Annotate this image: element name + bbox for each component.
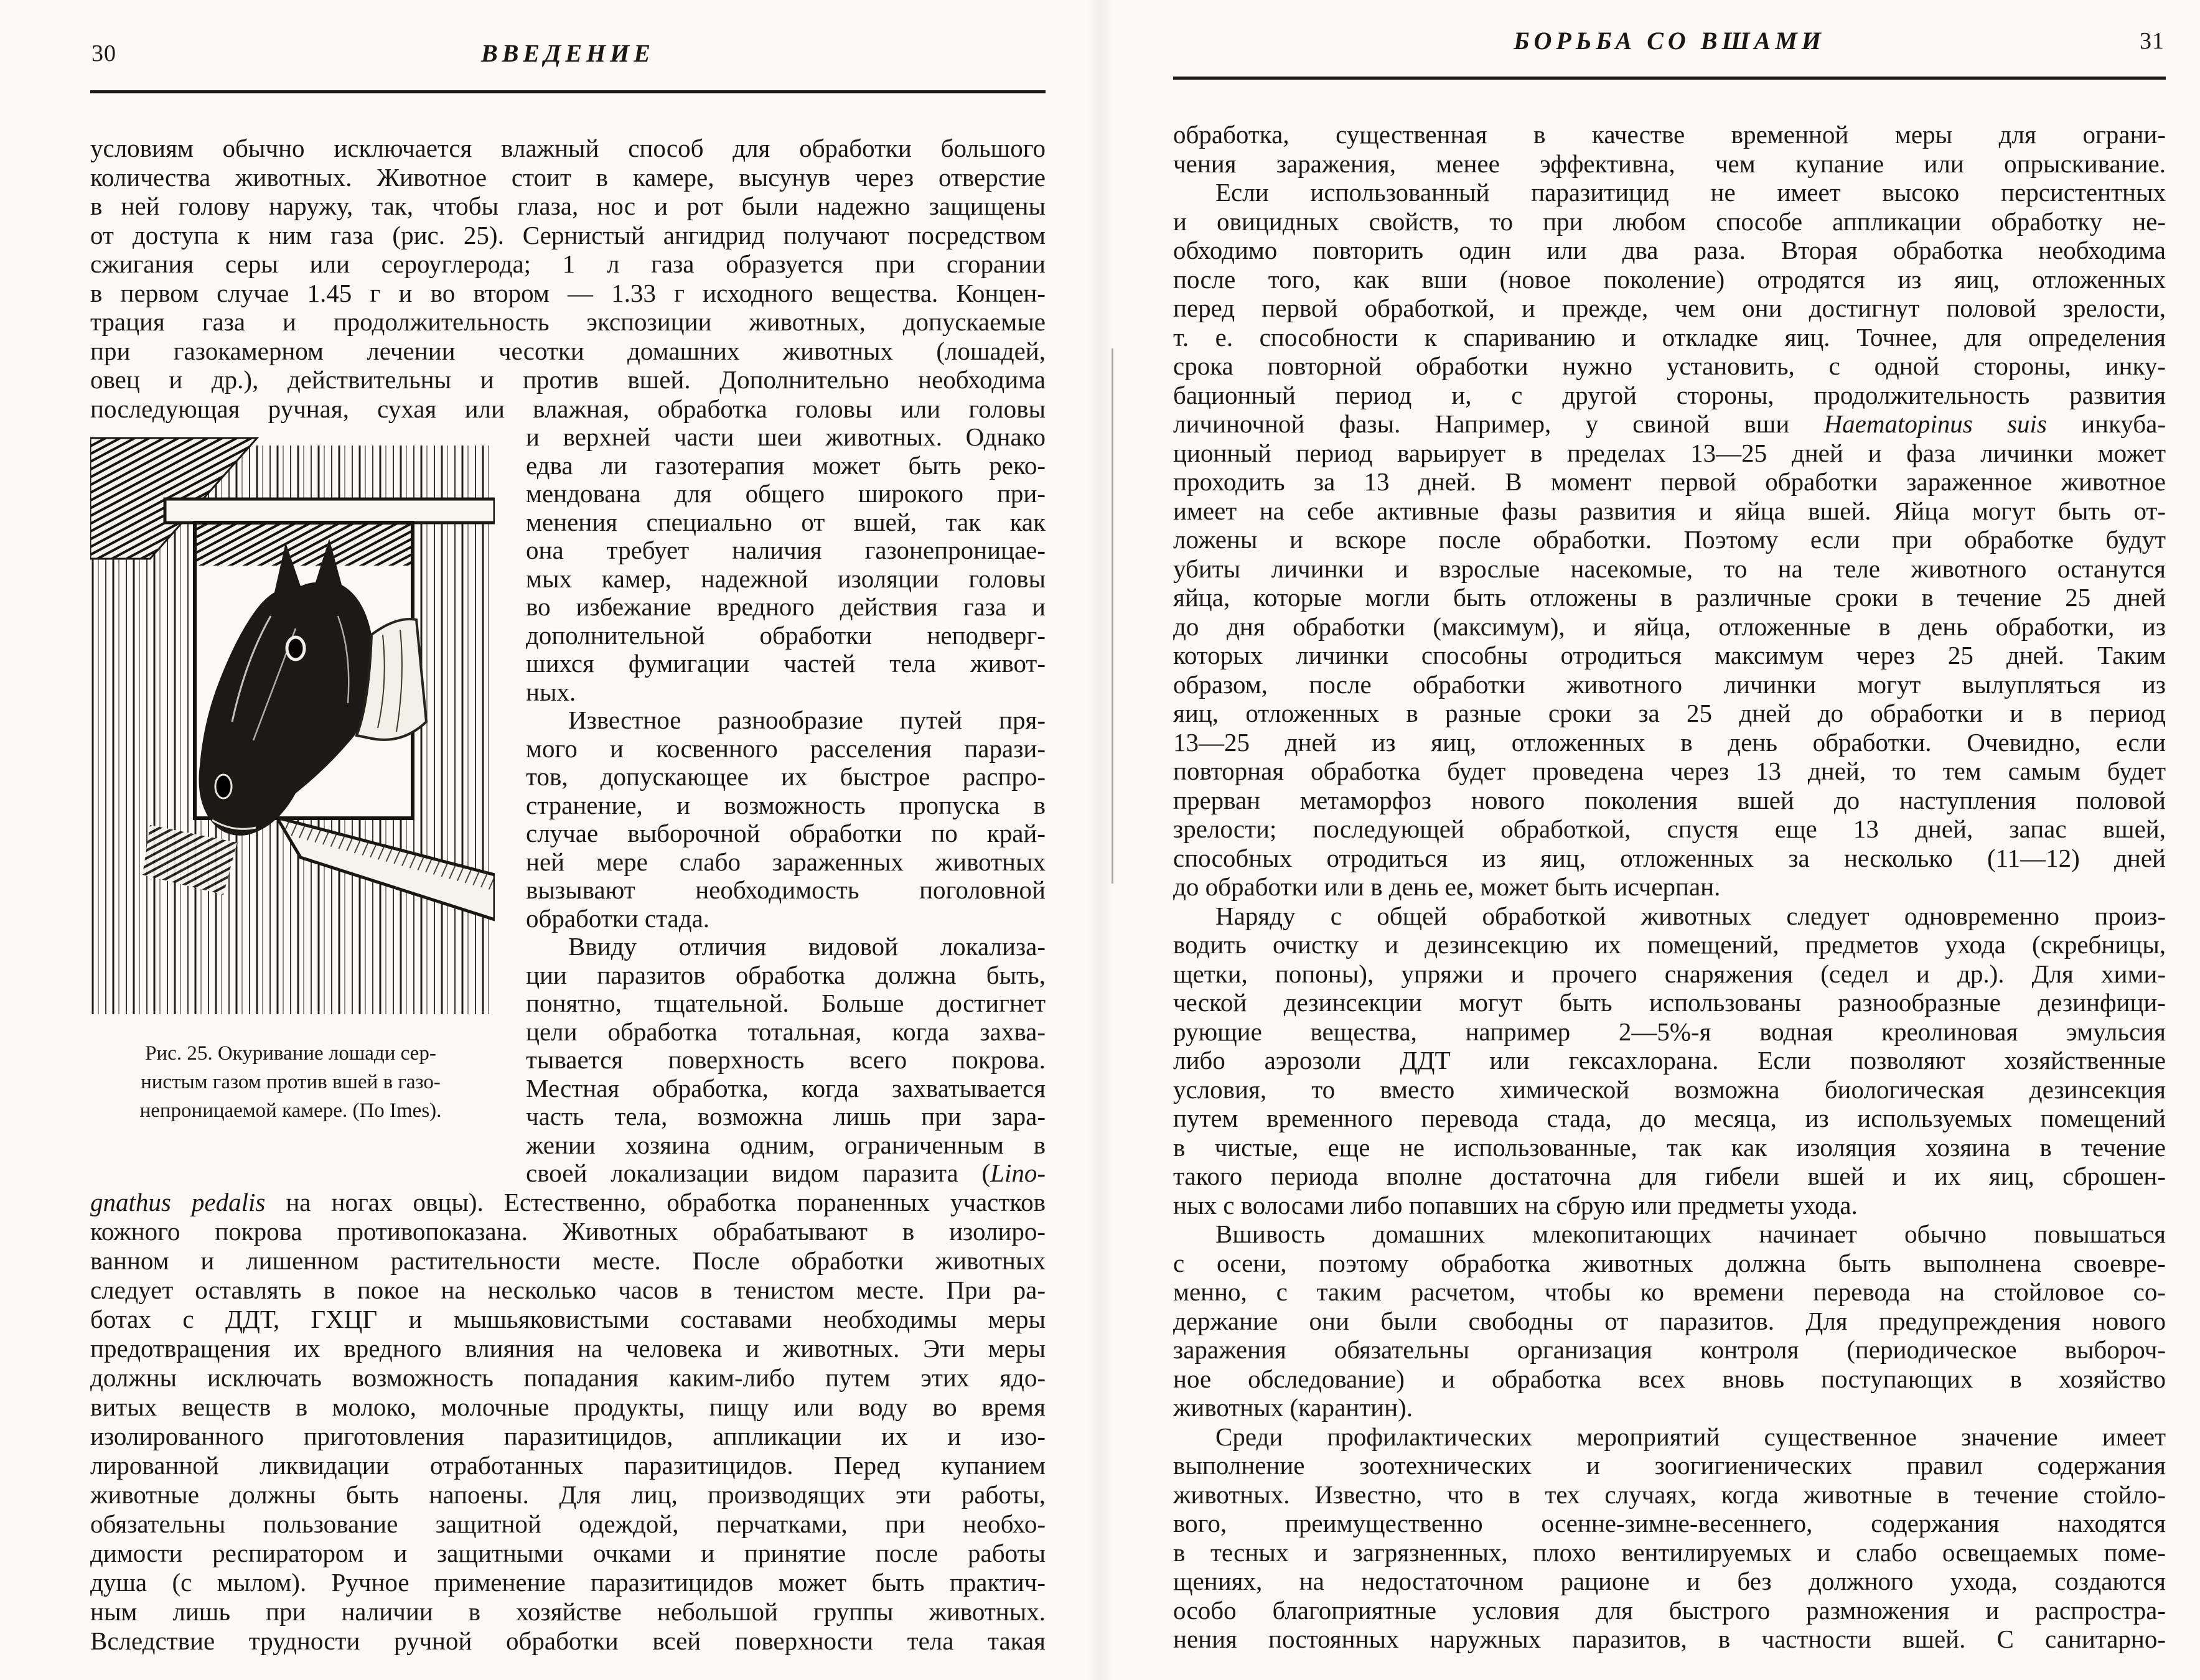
text-line: до дня обработки (максимум), и яйца, отложенные в день обработки, из [1173, 612, 2166, 641]
text-line [1173, 409, 2166, 439]
figure-25-block [90, 423, 526, 1188]
text-line: цели обработка тотальная, когда захва- [526, 1017, 1046, 1046]
text-line: условия, то вместо химической возможна биологическая дезинсекция [1173, 1075, 2166, 1104]
text-line: ботах с ДДТ, ГХЦГ и мышьяковистыми составами необходимы меры [90, 1305, 1046, 1333]
text-line: трация газа и продолжительность экспозиции животных, допускаемые [90, 307, 1046, 336]
text-line: димости респиратором и защитными очками и принятие после работы [90, 1539, 1046, 1567]
text-line: во избежание вредного действия газа и [526, 593, 1046, 621]
text-line: менно, с таким расчетом, чтобы ко времени перевода на стойловое со- [1173, 1277, 2166, 1306]
text-line: шихся фумигации частей тела живот- [526, 650, 1046, 678]
text-line: при газокамерном лечении чесотки домашних животных (лошадей, [90, 336, 1046, 365]
figure-25-engraving [90, 429, 495, 1014]
text-line: предотвращения их вредного влияния на человека и животных. Эти меры [90, 1334, 1046, 1363]
text-line: ных. [526, 678, 576, 706]
text-line: дополнительной обработки неподверг- [526, 621, 1046, 650]
text-line: едва ли газотерапия может быть реко- [526, 451, 1046, 480]
text-line: мых камер, надежной изоляции головы [526, 564, 1046, 593]
caption-line: непроницаемой камере. (По Imes). [139, 1099, 442, 1122]
text-line: тов, допускающее их быстрое распро- [526, 763, 1046, 791]
text-line: путем временного перевода стада, до месяца, из используемых помещений [1173, 1104, 2166, 1132]
right-body [1173, 120, 2166, 1654]
text-line: обработки стада. [526, 904, 710, 933]
running-head-left: ВВЕДЕНИЕ [481, 39, 655, 67]
text-line: такого периода вполне достаточна для гибели вшей и их яиц, сброшен- [1173, 1162, 2166, 1190]
text-line: Если использованный паразитицид не имеет высоко персистентных [1215, 178, 2166, 207]
book-gutter-line [1112, 348, 1113, 884]
text-line: овец и др.), действительны и против вшей. Дополнительно необходима [90, 365, 1046, 394]
text-line: щетки, попоны), упряжи и прочего снаряжения (седел и др.). Для хими- [1173, 959, 2166, 988]
figure-25-caption [98, 1039, 484, 1125]
text-line: ционный период варьирует в пределах 13—25 дней и фаза личинки может [1173, 438, 2166, 467]
text-line: в чистые, еще не использованные, так как изоляция хозяина в течение [1173, 1132, 2166, 1162]
text-line: 13—25 дней из яиц, отложенных в день обработки. Очевидно, если [1173, 727, 2166, 757]
text-line: способных отродиться из яиц, отложенных за несколько (11—12) дней [1173, 843, 2166, 872]
text-line: случае выборочной обработки по край- [526, 819, 1046, 847]
page-number-right: 31 [2140, 28, 2165, 54]
text-line: количества животных. Животное стоит в камере, высунув через отверстие [90, 162, 1046, 192]
text-line: ложены и вскоре после обработки. Поэтому если при обработке будут [1173, 525, 2166, 554]
text-line: имеет на себе активные фазы развития и яйца вшей. Яйца могут быть от- [1173, 496, 2166, 525]
text-line: условиям обычно исключается влажный способ для обработки большого [90, 134, 1046, 162]
text-line: проходить за 13 дней. В момент первой обработки зараженное животное [1173, 467, 2166, 496]
text-line: и овицидных свойств, то при любом способе аппликации обработку не- [1173, 207, 2166, 236]
text-line: до обработки или в день ее, может быть исчерпан. [1173, 872, 1721, 901]
text-line: вого, преимущественно осенне-зимне-весеннего, содержания находятся [1173, 1509, 2166, 1538]
text-line: либо аэрозоли ДДТ или гексахлорана. Если позволяют хозяйственные [1173, 1046, 2166, 1075]
text-line: животные должны быть напоены. Для лиц, производящих эти работы, [90, 1480, 1046, 1509]
text-line: с осени, поэтому обработка животных должна быть выполнена своевре- [1173, 1248, 2166, 1277]
text-line: ное обследование) и обработка всех вновь поступающих в хозяйство [1173, 1364, 2166, 1393]
text-line: повторная обработка будет проведена через 13 дней, то тем самым будет [1173, 757, 2166, 785]
text-line: обязательны пользование защитной одеждой, перчатками, при необхо- [90, 1510, 1046, 1538]
text-line: рующие вещества, например 2—5%-я водная креолиновая эмульсия [1173, 1017, 2166, 1046]
text-line: ческой дезинсекции могут быть использованы разнообразные дезинфици- [1173, 988, 2166, 1017]
text-line: яиц, отложенных в разные сроки за 25 дней до обработки и в период [1173, 699, 2166, 727]
text-line: душа (с мылом). Ручное применение паразитицидов может быть практич- [90, 1568, 1046, 1597]
caption-line: нистым газом против вшей в газо- [141, 1071, 441, 1093]
text-line: яйца, которые могли быть отложены в различные сроки в течение 25 дней [1173, 583, 2166, 612]
text-line: последующая ручная, сухая или влажная, обработка головы или головы [90, 394, 1046, 423]
text-line: Среди профилактических мероприятий существенное значение имеет [1215, 1422, 2166, 1451]
text-segment: инкуба- [2046, 409, 2166, 438]
text-line: ции паразитов обработка должна быть, [526, 961, 1046, 989]
text-line: убиты личинки и взрослые насекомые, то на теле животного останутся [1173, 554, 2166, 583]
text-line: которых личинки способны отродиться максимум через 25 дней. Таким [1173, 641, 2166, 670]
text-line: выполнение зоотехнических и зоогигиенических правил содержания [1173, 1451, 2166, 1480]
text-line: должны исключать возможность попадания каким-либо путем этих ядо- [90, 1363, 1046, 1392]
text-line: Ввиду отличия видовой локализа- [568, 933, 1046, 961]
text-line: после того, как вши (новое поколение) отродятся из яиц, отложенных [1173, 264, 2166, 294]
text-line: особо благоприятные условия для быстрого размножения и распростра- [1173, 1595, 2166, 1625]
text-line: зрелости; последующей обработкой, спустя еще 13 дней, запас вшей, [1173, 814, 2166, 843]
page-31-header [1173, 25, 2166, 57]
text-line: она требует наличия газонепроницае- [526, 536, 1046, 564]
text-line: Известное разнообразие путей пря- [568, 706, 1046, 734]
species-name-italic: gnathus pedalis [90, 1188, 266, 1216]
text-line: в ней голову наружу, так, чтобы глаза, нос и рот были надежно защищены [90, 192, 1046, 220]
text-line: сжигания серы или сероуглерода; 1 л газа образуется при сгорании [90, 250, 1046, 278]
text-line: от доступа к ним газа (рис. 25). Сернистый ангидрид получают посредством [90, 220, 1046, 250]
text-line: обходимо повторить один или два раза. Вторая обработка необходима [1173, 236, 2166, 264]
text-line: изолированного приготовления паразитицидов, аппликации их и изо- [90, 1422, 1046, 1450]
text-line: в тесных и загрязненных, плохо вентилируемых и слабо освещаемых поме- [1173, 1538, 2166, 1567]
text-line: ванном и лишенном растительности месте. После обработки животных [90, 1246, 1046, 1275]
text-line: вызывают необходимость поголовной [526, 876, 1046, 904]
text-line: мендована для общего широкого при- [526, 480, 1046, 508]
text-line: животных. Известно, что в тех случаях, когда животные в течение стойло- [1173, 1480, 2166, 1509]
text-line: Вследствие трудности ручной обработки всей поверхности тела такая [90, 1626, 1046, 1655]
left-body-top [90, 134, 1046, 423]
text-line: Вшивость домашних млекопитающих начинает обычно повышаться [1215, 1220, 2166, 1248]
text-line: бационный период и, с другой стороны, продолжительность развития [1173, 380, 2166, 409]
text-line: мого и косвенного расселения парази- [526, 734, 1046, 763]
page-31 [1100, 0, 2200, 1680]
text-line: образом, после обработки животного личинки могут вылупляться из [1173, 670, 2166, 699]
species-name-italic: Lino- [990, 1159, 1046, 1187]
book-gutter-shade [1088, 0, 1112, 1680]
species-name-italic: Haematopinus suis [1823, 409, 2047, 438]
text-line: кожного покрова противопоказана. Животных обрабатывают в изолиро- [90, 1217, 1046, 1246]
text-line: заражения обязательны организация контроля (периодическое выбороч- [1173, 1335, 2166, 1364]
text-line: лированной ликвидации отработанных паразитицидов. Перед купанием [90, 1451, 1046, 1480]
text-line: срока повторной обработки нужно установить, с одной стороны, инку- [1173, 352, 2166, 380]
text-line: Местная обработка, когда захватывается [526, 1074, 1046, 1103]
text-line: чения заражения, менее эффективна, чем купание или опрыскивание. [1173, 149, 2166, 178]
text-line: ным лишь при наличии в хозяйстве небольшой группы животных. [90, 1597, 1046, 1626]
text-line: держание они были свободны от паразитов. Для предупреждения нового [1173, 1306, 2166, 1335]
text-line: странение, и возможность пропуска в [526, 791, 1046, 819]
text-line: нения постоянных наружных паразитов, в частности вшей. С санитарно- [1173, 1625, 2166, 1653]
text-line: витых веществ в молоко, молочные продукты, пищу или воду во время [90, 1393, 1046, 1421]
text-segment: своей локализации видом паразита ( [526, 1159, 991, 1187]
running-head-right: БОРЬБА СО ВШАМИ [1514, 27, 1825, 55]
text-line [526, 1159, 1046, 1188]
page-number-left: 30 [91, 40, 116, 67]
text-line: тывается поверхность всего покрова. [526, 1046, 1046, 1074]
text-line: обработка, существенная в качестве временной меры для ограни- [1173, 120, 2166, 149]
text-line: водить очистку и дезинсекцию их помещений, предметов ухода (скребницы, [1173, 930, 2166, 959]
left-body-bottom [90, 1188, 1046, 1656]
text-segment: на ногах овцы). Естественно, обработка пораненных участков [265, 1188, 1046, 1216]
text-line: следует оставлять в покое на несколько часов в тенистом месте. При ра- [90, 1276, 1046, 1304]
text-line: т. е. способности к спариванию и откладке яиц. Точнее, для определения [1173, 322, 2166, 352]
text-line: жении хозяина одним, ограниченным в [526, 1131, 1046, 1159]
left-figure-row [90, 423, 1046, 1188]
text-line: менения специально от вшей, так как [526, 508, 1046, 536]
page-30-header [90, 37, 1046, 70]
text-line: Наряду с общей обработкой животных следует одновременно произ- [1215, 901, 2166, 930]
caption-line: Рис. 25. Окуривание лошади сер- [145, 1042, 436, 1065]
text-line: животных (карантин). [1173, 1393, 1413, 1422]
text-line: перед первой обработкой, и прежде, чем они достигнут половой зрелости, [1173, 294, 2166, 322]
text-line: щениях, на недостаточном рационе и без должного ухода, создаются [1173, 1567, 2166, 1595]
text-line: в первом случае 1.45 г и во втором — 1.33 г исходного вещества. Концен- [90, 278, 1046, 307]
text-line: и верхней части шеи животных. Однако [526, 423, 1046, 451]
text-line: ных с волосами либо попавших на сбрую или предметы ухода. [1173, 1190, 1858, 1220]
text-line [90, 1188, 1046, 1217]
text-line: понятно, тщательной. Больше достигнет [526, 989, 1046, 1017]
text-segment: личиночной фазы. Например, у свиной вши [1173, 409, 1824, 438]
text-line: часть тела, возможна лишь при зара- [526, 1103, 1046, 1131]
text-line: прерван метаморфоз нового поколения вшей до наступления половой [1173, 785, 2166, 814]
left-column-text [526, 423, 1046, 1188]
text-line: ней мере слабо зараженных животных [526, 847, 1046, 876]
